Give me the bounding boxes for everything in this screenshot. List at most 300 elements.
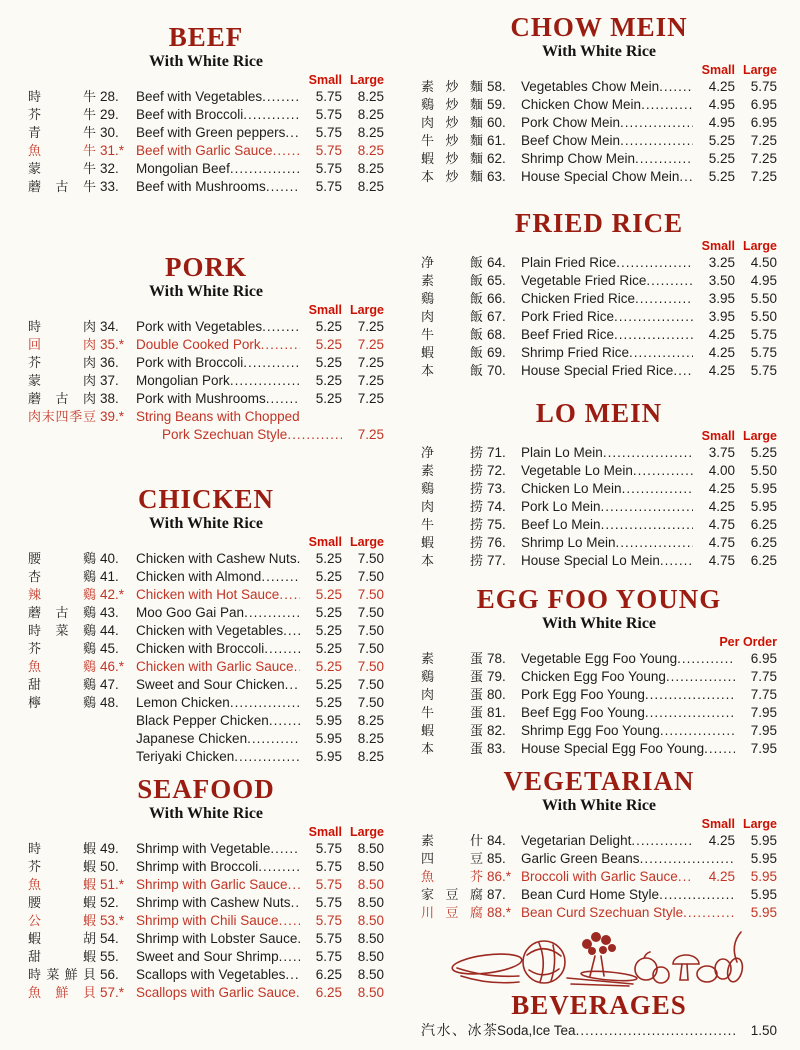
menu-item-row <box>28 124 384 142</box>
item-number: 31.* <box>100 143 125 158</box>
item-price-large: 6.25 <box>750 535 777 550</box>
item-name: Chicken with Hot Sauce <box>136 587 280 602</box>
leader-dots <box>279 912 300 930</box>
item-name: Vegetarian Delight <box>521 833 632 848</box>
menu-item-row <box>421 498 777 516</box>
menu-item-row <box>421 650 777 668</box>
price-label-small: Small <box>701 239 735 253</box>
chinese-char: 魚 <box>421 869 435 884</box>
chinese-char: 蘑 <box>28 179 42 194</box>
item-price-large: 7.50 <box>357 569 384 584</box>
item-chinese <box>28 894 96 912</box>
leader-dots <box>243 354 300 372</box>
chinese-char: 捞 <box>469 499 483 514</box>
item-price-large: 6.95 <box>750 115 777 130</box>
menu-item-row <box>421 78 777 96</box>
price-label-large: Large <box>742 817 777 831</box>
price-label-large: Large <box>349 825 384 839</box>
menu-section-egg-foo-young <box>421 584 777 758</box>
section-title: BEVERAGES <box>511 990 687 1020</box>
menu-item-row <box>28 676 384 694</box>
item-number: 76. <box>487 535 506 550</box>
item-name: Beef Chow Mein <box>521 133 621 148</box>
item-number: 67. <box>487 309 506 324</box>
item-number: 32. <box>100 161 119 176</box>
leader-dots <box>633 462 693 480</box>
item-price-large: 7.25 <box>357 319 384 334</box>
item-chinese <box>28 876 96 894</box>
menu-item-row <box>28 318 384 336</box>
item-price-large: 1.50 <box>750 1023 777 1038</box>
chinese-char: 芥 <box>28 859 42 874</box>
menu-item-row <box>28 586 384 604</box>
chinese-char: 古 <box>55 605 69 620</box>
chinese-char: 蒙 <box>28 373 42 388</box>
leader-dots <box>261 568 300 586</box>
item-price-small: 5.75 <box>315 161 342 176</box>
item-price-large: 8.25 <box>357 89 384 104</box>
menu-item-row <box>28 390 384 408</box>
price-header <box>421 634 777 650</box>
item-name: Pork with Mushrooms <box>136 391 266 406</box>
chinese-char: 四 <box>421 851 435 866</box>
leader-dots <box>622 480 693 498</box>
leader-dots <box>273 142 300 160</box>
chinese-char: 肉 <box>421 309 435 324</box>
chinese-char: 芥 <box>469 869 483 884</box>
item-price-small: 5.25 <box>315 587 342 602</box>
item-price-large: 8.25 <box>357 749 384 764</box>
leader-dots <box>660 722 735 740</box>
item-price-small: 5.75 <box>315 179 342 194</box>
item-name: Bean Curd Home Style <box>521 887 660 902</box>
menu-item-row <box>421 344 777 362</box>
chinese-char: 炒 <box>445 133 459 148</box>
chinese-char: 炒 <box>445 151 459 166</box>
chinese-char: 腰 <box>28 895 42 910</box>
item-price-large: 8.25 <box>357 161 384 176</box>
item-chinese <box>421 114 483 132</box>
section-subtitle: With White Rice <box>148 283 264 300</box>
item-price-small: 5.95 <box>315 713 342 728</box>
item-name: Vegetables Chow Mein <box>521 79 660 94</box>
item-name: Shrimp Chow Mein <box>521 151 636 166</box>
menu-item-row <box>421 272 777 290</box>
chinese-char: 本 <box>421 363 435 378</box>
item-number: 51.* <box>100 877 125 892</box>
item-number: 80. <box>487 687 506 702</box>
menu-column-left <box>28 0 384 1002</box>
chinese-char: 腰 <box>28 551 42 566</box>
item-name: Beef Fried Rice <box>521 327 615 342</box>
chinese-char: 蝦 <box>82 895 96 910</box>
leader-dots <box>261 336 300 354</box>
menu-item-row <box>28 372 384 390</box>
item-price-large: 8.50 <box>357 877 384 892</box>
chinese-char: 牛 <box>421 705 435 720</box>
price-label-large: Large <box>742 63 777 77</box>
item-price-small: 4.25 <box>708 869 735 884</box>
item-price-small: 5.75 <box>315 913 342 928</box>
chinese-char: 素 <box>421 463 435 478</box>
item-price-small: 5.75 <box>315 895 342 910</box>
menu-item-row <box>421 308 777 326</box>
item-chinese <box>421 552 483 570</box>
chinese-char: 魚 <box>28 659 42 674</box>
chinese-char: 公 <box>28 913 42 928</box>
chinese-char: 麵 <box>469 115 483 130</box>
chinese-char: 素 <box>421 651 435 666</box>
item-name: Shrimp with Broccoli <box>136 859 259 874</box>
leader-dots <box>285 676 300 694</box>
leader-dots <box>287 426 342 444</box>
section-title: VEGETARIAN <box>503 766 695 796</box>
item-price-large: 7.75 <box>750 669 777 684</box>
item-price-large: 8.50 <box>357 841 384 856</box>
menu-item-row <box>28 336 384 354</box>
chinese-char: 杏 <box>28 569 42 584</box>
item-chinese <box>28 622 96 640</box>
chinese-char: 肉 <box>82 391 96 406</box>
leader-dots <box>683 904 735 922</box>
item-price-small: 5.25 <box>315 373 342 388</box>
leader-dots <box>230 694 300 712</box>
leader-dots <box>243 106 300 124</box>
item-price-small: 5.25 <box>708 133 735 148</box>
item-chinese <box>421 150 483 168</box>
item-price-small: 4.25 <box>708 499 735 514</box>
leader-dots <box>230 160 300 178</box>
menu-item-row <box>28 966 384 984</box>
item-number: 65. <box>487 273 506 288</box>
item-price-large: 7.50 <box>357 659 384 674</box>
item-price-small: 6.25 <box>315 985 342 1000</box>
price-label-large: Large <box>349 73 384 87</box>
menu-section-pork <box>28 252 384 444</box>
leader-dots <box>269 712 300 730</box>
section-subtitle: With White Rice <box>148 515 264 532</box>
leader-dots <box>640 850 735 868</box>
menu-item-row <box>28 88 384 106</box>
item-name: Japanese Chicken <box>136 731 248 746</box>
leader-dots <box>641 96 693 114</box>
leader-dots <box>659 78 693 96</box>
item-price-large: 8.50 <box>357 895 384 910</box>
chinese-char: 蛋 <box>469 705 483 720</box>
chinese-char: 牛 <box>82 161 96 176</box>
chinese-char: 豆 <box>469 851 483 866</box>
item-chinese <box>421 78 483 96</box>
item-price-large: 7.25 <box>357 355 384 370</box>
leader-dots <box>601 516 693 534</box>
item-name: Pork Fried Rice <box>521 309 615 324</box>
item-price-large: 7.25 <box>750 169 777 184</box>
item-price-small: 5.25 <box>315 569 342 584</box>
item-chinese <box>421 650 483 668</box>
item-name: Plain Fried Rice <box>521 255 617 270</box>
section-title: SEAFOOD <box>137 774 275 804</box>
chinese-char: 麵 <box>469 169 483 184</box>
item-name: House Special Fried Rice <box>521 363 674 378</box>
leader-dots <box>679 168 693 186</box>
item-name: Shrimp with Lobster Sauce <box>136 931 298 946</box>
chinese-char: 蝦 <box>82 949 96 964</box>
menu-item-row <box>421 290 777 308</box>
item-name: Chicken with Cashew Nuts <box>136 551 297 566</box>
item-name: Shrimp Fried Rice <box>521 345 630 360</box>
item-number: 56. <box>100 967 119 982</box>
chinese-char: 鷄 <box>82 587 96 602</box>
item-number: 78. <box>487 651 506 666</box>
item-price-large: 6.95 <box>750 651 777 666</box>
item-number: 58. <box>487 79 506 94</box>
item-price-large: 5.50 <box>750 309 777 324</box>
item-price-large: 5.75 <box>750 79 777 94</box>
item-price-small: 5.25 <box>315 319 342 334</box>
chinese-char: 牛 <box>82 179 96 194</box>
item-name: Moo Goo Gai Pan <box>136 605 245 620</box>
item-name: Vegetable Fried Rice <box>521 273 647 288</box>
chinese-char: 飯 <box>469 309 483 324</box>
item-chinese <box>421 832 483 850</box>
chinese-char: 牛 <box>82 125 96 140</box>
chinese-char: 牛 <box>82 107 96 122</box>
chinese-char: 鷄 <box>82 677 96 692</box>
menu-item-row <box>421 668 777 686</box>
item-chinese <box>421 272 483 290</box>
menu-item-row <box>28 930 384 948</box>
item-number: 62. <box>487 151 506 166</box>
chinese-char: 汽 <box>421 1024 435 1039</box>
price-header <box>421 816 777 832</box>
leader-dots <box>244 604 300 622</box>
item-chinese <box>421 886 483 904</box>
item-name: Shrimp Egg Foo Young <box>521 723 660 738</box>
chinese-char: 菜 <box>46 967 60 982</box>
item-number: 59. <box>487 97 506 112</box>
leader-dots <box>629 344 693 362</box>
item-chinese <box>421 326 483 344</box>
item-chinese <box>421 362 483 380</box>
price-label-small: Small <box>308 825 342 839</box>
item-number: 44. <box>100 623 119 638</box>
item-chinese <box>421 868 483 886</box>
chinese-char: 牛 <box>82 143 96 158</box>
leader-dots <box>616 534 693 552</box>
chinese-char: 肉 <box>421 499 435 514</box>
leader-dots <box>234 748 300 766</box>
chinese-char: 魚 <box>28 877 42 892</box>
item-price-large: 7.50 <box>357 641 384 656</box>
item-number: 63. <box>487 169 506 184</box>
chinese-char: 飯 <box>469 345 483 360</box>
menu-item-row <box>421 552 777 570</box>
item-number: 33. <box>100 179 119 194</box>
item-number: 64. <box>487 255 506 270</box>
leader-dots <box>678 868 693 886</box>
item-name: Pork Egg Foo Young <box>521 687 645 702</box>
item-name: Chicken with Almond <box>136 569 262 584</box>
item-name: Shrimp Lo Mein <box>521 535 616 550</box>
item-number: 36. <box>100 355 119 370</box>
item-name: Chicken with Vegetables <box>136 623 284 638</box>
item-number: 37. <box>100 373 119 388</box>
menu-section-lo-mein <box>421 398 777 570</box>
chinese-char: 川 <box>421 905 435 920</box>
item-chinese <box>28 984 96 1002</box>
chinese-char: 蘑 <box>28 391 42 406</box>
item-number: 77. <box>487 553 506 568</box>
chinese-char: 麵 <box>469 133 483 148</box>
menu-section-fried-rice <box>421 208 777 380</box>
item-price-large: 6.95 <box>750 97 777 112</box>
item-price-small: 5.25 <box>315 641 342 656</box>
chinese-char: 家 <box>421 887 435 902</box>
leader-dots <box>262 318 300 336</box>
chinese-char: 蝦 <box>421 535 435 550</box>
chinese-char: 飯 <box>469 327 483 342</box>
menu-item-row <box>28 354 384 372</box>
chinese-char: 麵 <box>469 151 483 166</box>
item-price-large: 7.95 <box>750 741 777 756</box>
item-number: 86.* <box>487 869 512 884</box>
item-name: Beef with Mushrooms <box>136 179 266 194</box>
item-chinese <box>28 640 96 658</box>
leader-dots <box>264 640 300 658</box>
item-price-large: 7.95 <box>750 705 777 720</box>
chinese-char: 貝 <box>82 985 96 1000</box>
item-price-small: 5.25 <box>315 659 342 674</box>
leader-dots <box>645 704 735 722</box>
chinese-char: 檸 <box>28 695 42 710</box>
chinese-char: 茶 <box>483 1024 497 1039</box>
item-price-small: 5.25 <box>708 169 735 184</box>
item-name: House Special Lo Mein <box>521 553 660 568</box>
item-chinese <box>421 462 483 480</box>
menu-section-vegetarian <box>421 766 777 922</box>
item-price-large: 7.50 <box>357 587 384 602</box>
item-price-large: 7.50 <box>357 623 384 638</box>
item-name: Beef with Broccoli <box>136 107 244 122</box>
price-header <box>421 62 777 78</box>
menu-item-row <box>28 694 384 712</box>
item-name: Garlic Green Beans <box>521 851 640 866</box>
item-price-small: 5.25 <box>315 623 342 638</box>
chinese-char: 本 <box>421 553 435 568</box>
chinese-char: 肉 <box>28 409 42 424</box>
section-title: EGG FOO YOUNG <box>476 584 722 614</box>
item-chinese <box>421 704 483 722</box>
item-name: Beef with Garlic Sauce <box>136 143 273 158</box>
item-number: 41. <box>100 569 119 584</box>
section-title: BEEF <box>168 22 244 52</box>
item-price-large: 4.95 <box>750 273 777 288</box>
item-chinese <box>28 106 96 124</box>
menu-column-right <box>421 0 777 1040</box>
leader-dots <box>616 254 693 272</box>
item-name: Double Cooked Pork <box>136 337 261 352</box>
chinese-char: 蝦 <box>421 151 435 166</box>
item-chinese <box>28 858 96 876</box>
item-price-small: 5.25 <box>315 551 342 566</box>
item-price-large: 5.75 <box>750 327 777 342</box>
item-price-small: 4.95 <box>708 115 735 130</box>
item-price-large: 5.95 <box>750 833 777 848</box>
menu-item-row-continued <box>28 426 384 444</box>
menu-item-row <box>28 408 384 426</box>
menu-section-chow-mein <box>421 12 777 186</box>
item-number: 69. <box>487 345 506 360</box>
menu-item-row <box>28 142 384 160</box>
item-price-small: 5.25 <box>708 151 735 166</box>
leader-dots <box>635 150 693 168</box>
chinese-char: 豆 <box>445 887 459 902</box>
chinese-char: 捞 <box>469 553 483 568</box>
item-price-large: 5.75 <box>750 363 777 378</box>
item-price-small: 5.25 <box>315 355 342 370</box>
item-name: Pork Lo Mein <box>521 499 601 514</box>
price-label-small: Small <box>701 63 735 77</box>
item-price-small: 5.25 <box>315 605 342 620</box>
leader-dots <box>666 668 735 686</box>
chinese-char: 四 <box>55 409 69 424</box>
item-price-large: 5.50 <box>750 463 777 478</box>
item-number: 87. <box>487 887 506 902</box>
item-number: 60. <box>487 115 506 130</box>
chinese-char: 麵 <box>469 97 483 112</box>
price-label-small: Small <box>308 303 342 317</box>
section-subtitle: With White Rice <box>148 53 264 70</box>
item-name: Beef with Green peppers <box>136 125 286 140</box>
item-number: 82. <box>487 723 506 738</box>
menu-item-row <box>421 704 777 722</box>
chinese-char: 肉 <box>421 687 435 702</box>
chinese-char: 芥 <box>28 107 42 122</box>
chinese-char: 蝦 <box>82 859 96 874</box>
chinese-char: 蝦 <box>421 723 435 738</box>
item-price-large: 6.25 <box>750 517 777 532</box>
item-price-small: 5.25 <box>315 337 342 352</box>
item-name: Mongolian Beef <box>136 161 230 176</box>
item-number: 39.* <box>100 409 125 424</box>
item-chinese <box>421 686 483 704</box>
menu-item-row <box>421 96 777 114</box>
menu-item-row <box>421 326 777 344</box>
menu-item-row <box>421 462 777 480</box>
item-number: 40. <box>100 551 119 566</box>
item-number: 42.* <box>100 587 125 602</box>
chinese-char: 古 <box>55 391 69 406</box>
item-chinese <box>28 318 96 336</box>
chinese-char: 蛋 <box>469 723 483 738</box>
item-chinese <box>28 586 96 604</box>
menu-item-row <box>28 712 384 730</box>
item-number: 35.* <box>100 337 125 352</box>
item-name: Plain Lo Mein <box>521 445 603 460</box>
item-number: 50. <box>100 859 119 874</box>
item-price-small: 3.50 <box>708 273 735 288</box>
chinese-char: 肉 <box>82 319 96 334</box>
menu-item-row <box>421 868 777 886</box>
section-subtitle: With White Rice <box>148 805 264 822</box>
item-chinese <box>28 354 96 372</box>
item-price-large: 8.25 <box>357 179 384 194</box>
item-chinese <box>28 604 96 622</box>
item-chinese <box>28 676 96 694</box>
menu-item-row <box>421 254 777 272</box>
chinese-char: 蘑 <box>28 605 42 620</box>
item-chinese <box>421 722 483 740</box>
